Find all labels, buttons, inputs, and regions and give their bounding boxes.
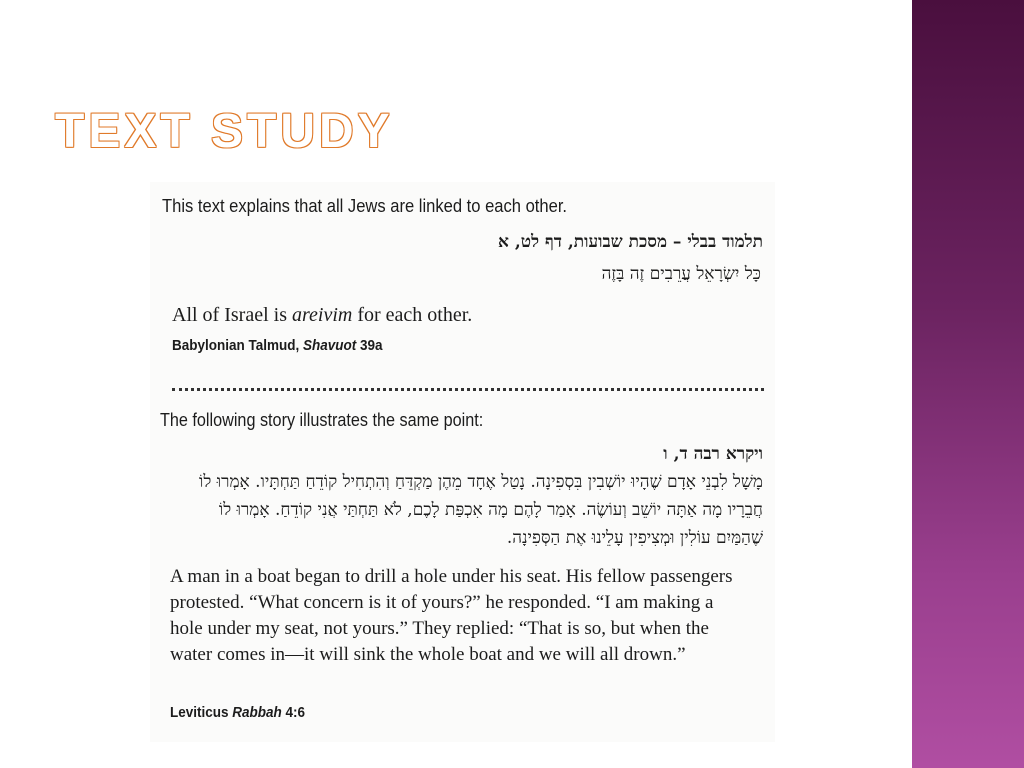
dotted-divider	[172, 388, 764, 391]
hebrew-story-paragraph: מָשָׁל לִבְנֵי אָדָם שֶׁהָיוּ יוֹשְׁבִין בִּסְפִינָה. נָטַל אֶחָד מֵהֶן מַקְדֵּחַ וְהִתְחִיל קוֹדֵחַ תַּחְתָּיו. אָמְרוּ לוֹ חֲבֵרָיו מָה אַתָּה יוֹשֵׁב וְעוֹשֶׂה. אָמַר לָהֶם מָה אִכְפַּת לָכֶם, לֹא תַּחְתַּי אֲנִי קוֹדֵחַ. אָמְרוּ לוֹ שֶׁהַמַּיִם עוֹלִין וּמְצִיפִין עָלֵינוּ אֶת הַסְּפִינָה.	[199, 472, 763, 548]
slide-title: TEXT STUDY	[55, 105, 394, 158]
english1-text: All of Israel is	[172, 304, 292, 326]
citation-leviticus-rabbah	[170, 704, 305, 721]
english1-text-end: for each other.	[352, 304, 473, 326]
intro-sentence-2: The following story illustrates the same point:	[160, 410, 484, 430]
hebrew-source-vayikra-rabbah: ויקרא רבה ד, ו	[663, 444, 763, 464]
hebrew-quote-1: כָּל יִשְׂרָאֵל עֲרֵבִים זֶה בָּזֶה	[601, 264, 761, 284]
cite2-text-end: 4:6	[281, 704, 306, 721]
cite1-text: Babylonian Talmud,	[172, 337, 304, 354]
english-story-paragraph: A man in a boat began to drill a hole under his seat. His fellow passengers protested. “What concern is it of yours?” he responded. “I am making a hole under my seat, not yours.” They replied: “That is so, but when the water comes in—it will sink the whole boat and we will all drown.”	[170, 566, 733, 665]
decorative-side-band	[912, 0, 1024, 768]
cite2-emphasis: Rabbah	[232, 704, 282, 721]
cite1-text-end: 39a	[356, 337, 383, 354]
cite1-emphasis: Shavuot	[303, 337, 357, 354]
english1-emphasis: areivim	[291, 304, 353, 326]
scanned-text-image	[150, 182, 775, 742]
cite2-text: Leviticus	[170, 704, 233, 721]
english-translation-1	[172, 304, 472, 327]
hebrew-source-talmud: תלמוד בבלי – מסכת שבועות, דף לט, א	[498, 232, 763, 252]
intro-sentence-1: This text explains that all Jews are linked to each other.	[162, 196, 568, 216]
citation-talmud	[172, 337, 383, 354]
